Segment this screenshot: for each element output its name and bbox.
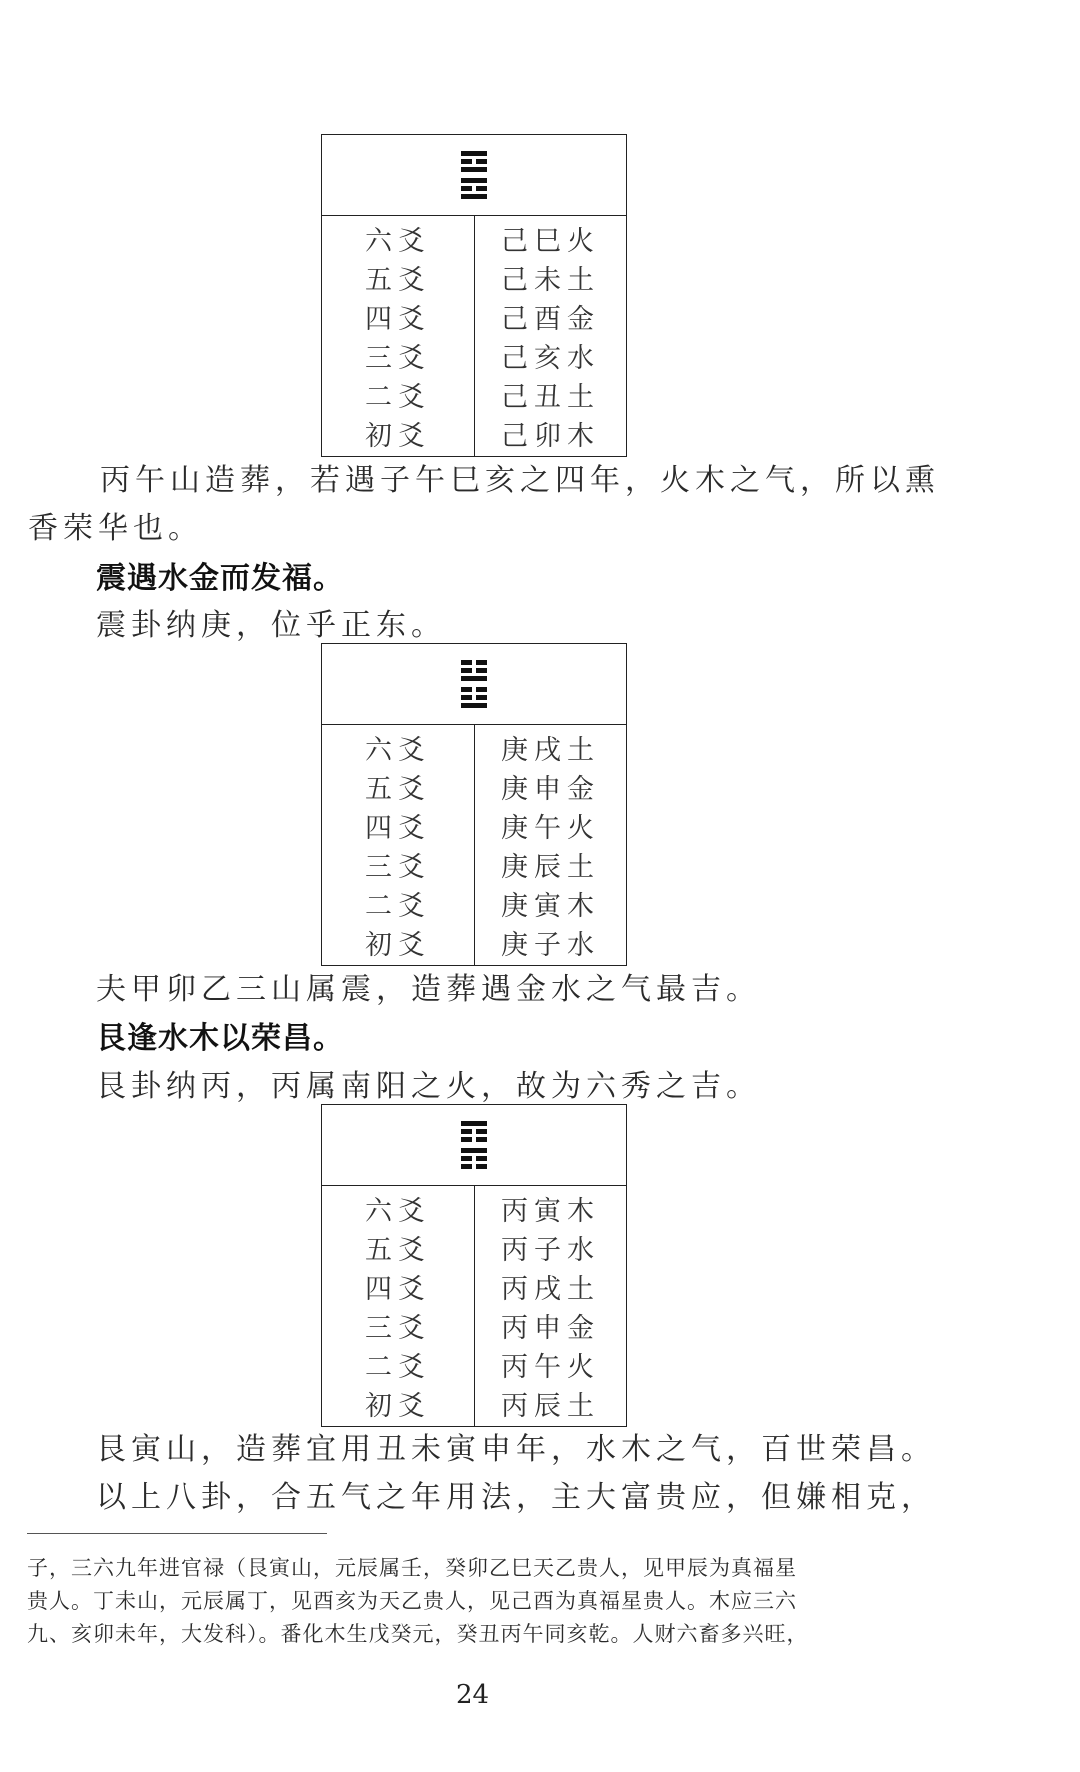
yin-line (461, 660, 487, 665)
yao-label: 四爻 (365, 813, 431, 844)
najia-value: 庚午火 (501, 813, 600, 844)
yao-label: 三爻 (365, 1313, 431, 1344)
hexagram-table-2 (321, 643, 627, 966)
upper-trigram (461, 1121, 487, 1142)
yang-line (461, 178, 487, 183)
hexagram-symbol-icon (461, 1121, 487, 1169)
yao-column (322, 725, 475, 965)
najia-column (475, 216, 626, 456)
yang-line (461, 1148, 487, 1153)
yao-label: 二爻 (365, 891, 431, 922)
footnote-line: 九、亥卯未年，大发科）。番化木生戊癸元，癸丑丙午同亥乾。人财六畜多兴旺， (27, 1622, 809, 1646)
najia-value: 丙子水 (501, 1235, 600, 1266)
yin-line (461, 668, 487, 673)
section-heading-zhen: 震遇水金而发福。 (96, 561, 344, 596)
yin-line (461, 1137, 487, 1142)
yao-label: 五爻 (365, 265, 431, 296)
yin-line (461, 159, 487, 164)
yao-label: 初爻 (365, 930, 431, 961)
yang-line (461, 703, 487, 708)
footnote-line: 子，三六九年进官禄（艮寅山，元辰属壬，癸卯乙巳天乙贵人，见甲辰为真福星 (27, 1556, 797, 1580)
najia-value: 己未土 (501, 265, 600, 296)
najia-value: 庚戌土 (501, 735, 600, 766)
yin-line (461, 1164, 487, 1169)
lower-trigram (461, 1148, 487, 1169)
yao-label: 五爻 (365, 774, 431, 805)
paragraph-line: 艮寅山，造葬宜用丑未寅申年，水木之气，百世荣昌。 (96, 1432, 936, 1467)
yao-label: 六爻 (365, 1196, 431, 1227)
yin-line (461, 1156, 487, 1161)
upper-trigram (461, 151, 487, 172)
hexagram-table-1 (321, 134, 627, 457)
upper-trigram (461, 660, 487, 681)
hexagram-symbol-icon (461, 660, 487, 708)
yin-line (461, 186, 487, 191)
najia-value: 己亥水 (501, 343, 600, 374)
yang-line (461, 151, 487, 156)
najia-value: 丙戌土 (501, 1274, 600, 1305)
yao-label: 四爻 (365, 304, 431, 335)
paragraph-line: 丙午山造葬，若遇子午巳亥之四年，火木之气，所以熏 (100, 463, 940, 498)
yao-column (322, 216, 475, 456)
najia-value: 庚申金 (501, 774, 600, 805)
paragraph-line: 香荣华也。 (28, 511, 203, 546)
lower-trigram (461, 178, 487, 199)
paragraph-line: 艮卦纳丙，丙属南阳之火，故为六秀之吉。 (96, 1069, 761, 1104)
yao-label: 四爻 (365, 1274, 431, 1305)
yao-label: 二爻 (365, 1352, 431, 1383)
najia-value: 己巳火 (501, 226, 600, 257)
yin-line (461, 695, 487, 700)
najia-value: 丙申金 (501, 1313, 600, 1344)
yao-label: 六爻 (365, 226, 431, 257)
yao-label: 六爻 (365, 735, 431, 766)
najia-column (475, 1186, 626, 1426)
yang-line (461, 676, 487, 681)
najia-value: 己卯木 (501, 421, 600, 452)
paragraph-line: 夫甲卯乙三山属震，造葬遇金水之气最吉。 (96, 972, 761, 1007)
hexagram-header (322, 1105, 626, 1186)
yang-line (461, 167, 487, 172)
yao-label: 三爻 (365, 343, 431, 374)
yang-line (461, 194, 487, 199)
yao-label: 五爻 (365, 1235, 431, 1266)
lower-trigram (461, 687, 487, 708)
paragraph-line: 震卦纳庚，位乎正东。 (96, 608, 446, 643)
yao-label: 二爻 (365, 382, 431, 413)
yao-column (322, 1186, 475, 1426)
najia-column (475, 725, 626, 965)
yin-line (461, 687, 487, 692)
najia-value: 己丑土 (501, 382, 600, 413)
yao-label: 初爻 (365, 1391, 431, 1422)
hexagram-table-3 (321, 1104, 627, 1427)
section-heading-gen: 艮逢水木以荣昌。 (96, 1021, 344, 1056)
yin-line (461, 1129, 487, 1134)
najia-value: 丙辰土 (501, 1391, 600, 1422)
footnote-divider (27, 1533, 327, 1534)
paragraph-line: 以上八卦，合五气之年用法，主大富贵应，但嫌相克， (96, 1480, 936, 1515)
najia-value: 庚辰土 (501, 852, 600, 883)
footnote-line: 贵人。丁未山，元辰属丁，见酉亥为天乙贵人，见己酉为真福星贵人。木应三六 (27, 1589, 797, 1613)
yao-label: 三爻 (365, 852, 431, 883)
najia-value: 庚寅木 (501, 891, 600, 922)
hexagram-header (322, 135, 626, 216)
najia-value: 庚子水 (501, 930, 600, 961)
hexagram-header (322, 644, 626, 725)
yao-label: 初爻 (365, 421, 431, 452)
page-number: 24 (455, 1680, 490, 1710)
yang-line (461, 1121, 487, 1126)
najia-value: 己酉金 (501, 304, 600, 335)
najia-value: 丙午火 (501, 1352, 600, 1383)
najia-value: 丙寅木 (501, 1196, 600, 1227)
hexagram-symbol-icon (461, 151, 487, 199)
